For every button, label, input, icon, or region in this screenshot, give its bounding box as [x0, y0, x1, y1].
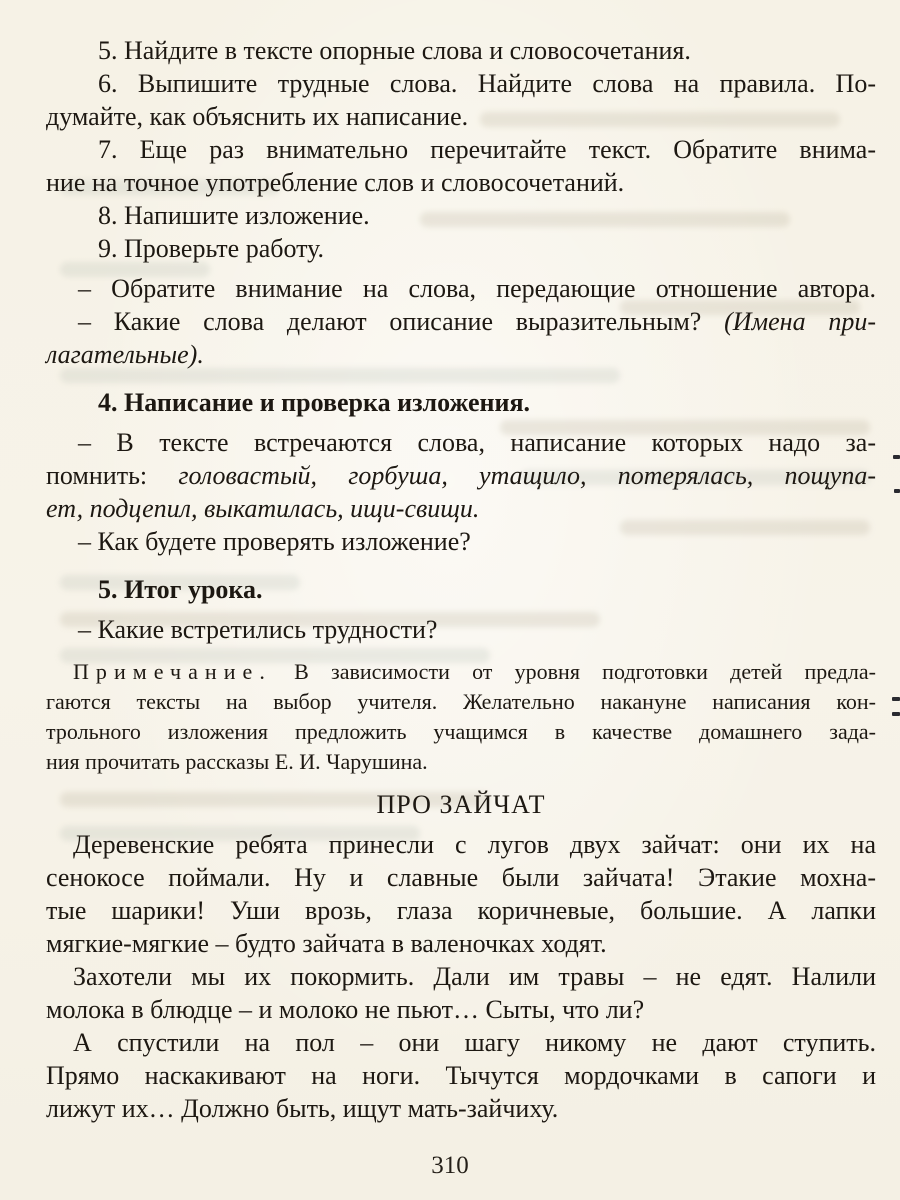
prompt-how-to-check: [46, 525, 876, 558]
text-segment: А спустили на пол – они шагу никому не дают ступить.: [73, 1028, 876, 1057]
prompt-difficult-words-line-2: [46, 459, 876, 492]
step-9: [46, 232, 876, 265]
text-segment: ние на точное употребление слов и словосочетаний.: [46, 168, 625, 197]
text-segment: Примечание.: [73, 659, 272, 684]
text-segment: 7. Еще раз внимательно перечитайте текст. Обратите внима-: [98, 135, 876, 164]
story-p1-line-4: [46, 927, 876, 960]
step-6-line-2: [46, 100, 876, 133]
step-5: [46, 34, 876, 67]
text-segment: Прямо наскакивают на ноги. Тычутся мордочками в сапоги и: [46, 1061, 876, 1090]
text-segment: – Какие слова делают описание выразительным?: [78, 307, 725, 336]
text-segment: помнить:: [46, 461, 179, 490]
section-5-body: [46, 613, 876, 646]
edge-ink-mark: [892, 697, 900, 701]
prompt-difficult-words-line-3: [46, 492, 876, 525]
text-segment: думайте, как объяснить их написание.: [46, 102, 469, 131]
text-segment: мягкие-мягкие – будто зайчата в валеночках ходят.: [46, 929, 607, 958]
story-title: [46, 788, 876, 821]
content: [46, 34, 876, 1125]
edge-ink-mark: [894, 489, 900, 493]
step-8: [46, 199, 876, 232]
text-segment: ния прочитать рассказы Е. И. Чарушина.: [46, 749, 428, 774]
text-segment: (Имена при-: [724, 307, 876, 336]
text-segment: трольного изложения предложить учащимся в качестве домашнего зада-: [46, 719, 876, 744]
story-p2-line-2: [46, 993, 876, 1026]
edge-ink-mark: [893, 455, 900, 459]
prompt-difficulties: [46, 613, 876, 646]
text-segment: ет, подцепил, выкатилась, ищи-свищи.: [46, 494, 480, 523]
text-segment: лижут их… Должно быть, ищут мать-зайчиху.: [46, 1094, 559, 1123]
story-p3-line-3: [46, 1092, 876, 1125]
text-segment: тые шарики! Уши врозь, глаза коричневые, большие. А лапки: [46, 896, 876, 925]
story-p1-line-3: [46, 894, 876, 927]
section-5-heading: [46, 573, 876, 606]
heading-writing-and-checking: [46, 386, 876, 419]
story-p3-line-2: [46, 1059, 876, 1092]
prompt-expressive-line-2: [46, 338, 876, 371]
page-number: 310: [431, 1152, 469, 1179]
text-segment: сенокосе поймали. Ну и славные были зайчата! Этакие мохна-: [46, 863, 876, 892]
text-segment: 9. Проверьте работу.: [98, 234, 325, 263]
text-segment: 6. Выпишите трудные слова. Найдите слова на правила. По-: [98, 69, 876, 98]
text-segment: Деревенские ребята принесли с лугов двух зайчат: они их на: [73, 830, 876, 859]
text-segment: 5. Найдите в тексте опорные слова и словосочетания.: [98, 36, 691, 65]
story-p2-line-1: [46, 960, 876, 993]
text-segment: В зависимости от уровня подготовки детей предла-: [271, 659, 876, 684]
note: [46, 657, 876, 777]
note-line-2: [46, 687, 876, 717]
text-segment: Захотели мы их покормить. Дали им травы – не едят. Налили: [73, 962, 876, 991]
text-segment: – Как будете проверять изложение?: [78, 527, 471, 556]
text-segment: 5. Итог урока.: [98, 575, 263, 604]
step-7-line-1: [46, 133, 876, 166]
text-segment: гаются тексты на выбор учителя. Желательно накануне написания кон-: [46, 689, 876, 714]
text-segment: 8. Напишите изложение.: [98, 201, 370, 230]
story-title-line: [46, 788, 876, 821]
edge-ink-mark: [892, 712, 900, 716]
story-p1-line-1: [46, 828, 876, 861]
section-4-body: [46, 426, 876, 558]
text-segment: – В тексте встречаются слова, написание которых надо за-: [78, 428, 876, 457]
story-p3-line-1: [46, 1026, 876, 1059]
note-line-1: [46, 657, 876, 687]
heading-lesson-summary: [46, 573, 876, 606]
lesson-steps: [46, 34, 876, 265]
prompt-expressive-line-1: [46, 305, 876, 338]
story: [46, 828, 876, 1125]
section-4-heading: [46, 386, 876, 419]
story-p1-line-2: [46, 861, 876, 894]
text-segment: головастый, горбуша, утащило, потерялась, пощупа-: [178, 461, 876, 490]
prompt-difficult-words-line-1: [46, 426, 876, 459]
step-7-line-2: [46, 166, 876, 199]
note-line-3: [46, 717, 876, 747]
step-6-line-1: [46, 67, 876, 100]
text-segment: 4. Написание и проверка изложения.: [98, 388, 531, 417]
text-segment: – Какие встретились трудности?: [78, 615, 438, 644]
text-segment: лагательные).: [46, 340, 204, 369]
text-segment: ПРО ЗАЙЧАТ: [376, 790, 546, 819]
text-segment: – Обратите внимание на слова, передающие отношение автора.: [78, 274, 876, 303]
prompt-author-attitude: [46, 272, 876, 305]
text-segment: молока в блюдце – и молоко не пьют… Сыты, что ли?: [46, 995, 645, 1024]
teacher-prompts-review: [46, 272, 876, 371]
note-line-4: [46, 747, 876, 777]
